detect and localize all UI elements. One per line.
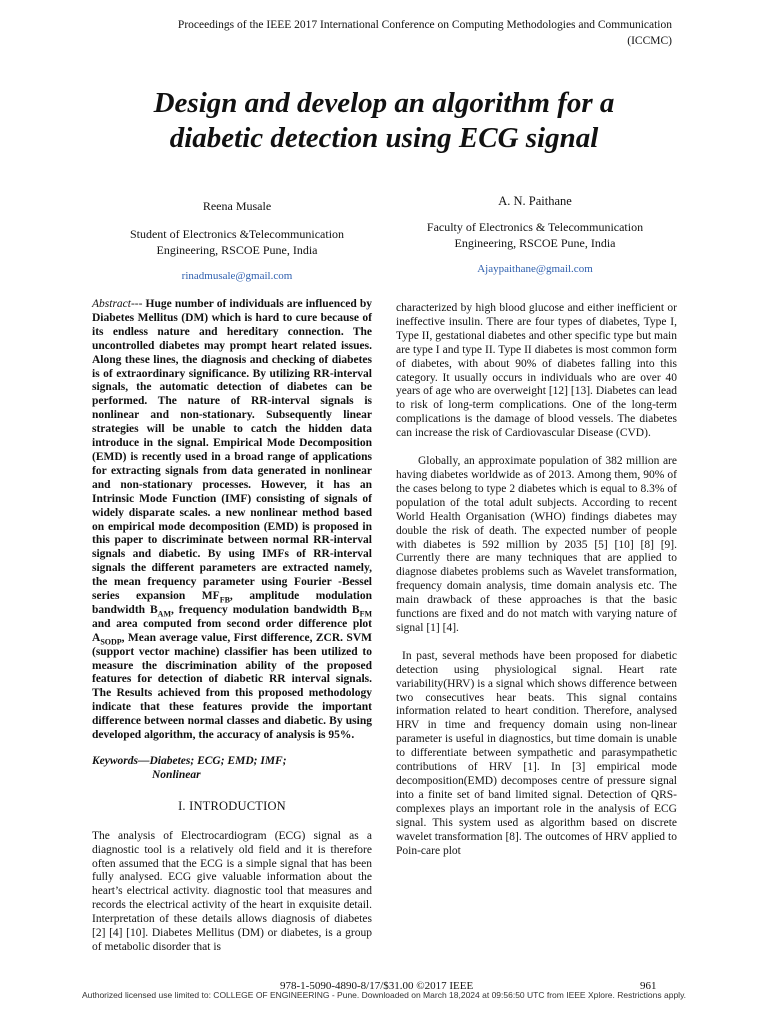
subscript: SODP [100, 637, 122, 647]
abstract-text: Huge number of individuals are influenced by Diabetes Mellitus (DM) which is hard to cure because of its endless nature and hereditary connection. The uncontrolled diabetes may prompt heart related issues. Along these lines, the diagnosis and checking of diabetes is of extraordinary significance. By utilizing RR-interval signals, the automatic detection of diabetes can be performed. The nature of RR-interval signals is nonlinear and non-stationary. Subsequently linear strategies will be unable to catch the hidden data introduce in the signal. Empirical Mode Decomposition (EMD) is recently used in a broad range of applications for extracting signals from data generated in nonlinear and non-stationary processes. However, it has an Intrinsic Mode Function (IMF) consisting of signals of widely disparate scales. a new nonlinear method based on empirical mode decomposition (EMD) is proposed in this paper to discriminate between normal RR-interval signals and diabetic. By using IMFs of RR-interval signals the different parameters are extracted namely, the mean frequency parameter using Fourier -Bessel series expansion MF [92, 298, 372, 603]
section-heading: I. INTRODUCTION [178, 798, 286, 813]
author-affiliation: Engineering, RSCOE Pune, India [454, 236, 616, 250]
conference-line-1: Proceedings of the IEEE 2017 International Conference on Computing Methodologies and Communication [177, 19, 672, 31]
author-email-link[interactable]: Ajaypaithane@gmail.com [477, 263, 593, 275]
body-paragraph: Globally, an approximate population of 382 million are having diabetes worldwide as of 2013. Among them, 90% of the cases belong to type 2 diabetes which is equal to 8.3% of population of the total adult subjects. According to recent World Health Organisation (WHO) findings diabetes may double the risk of death. The expected number of people with diabetes is 592 million by 2035 [5] [10] [8] [9]. Currently there are many techniques that are applied to diagnose diabetes problems such as Wavelet transformation, frequency domain analysis, time domain analysis etc. The main drawback of these approaches is that the basic functions are fixed and do not match with varying nature of signal [1] [4]. [396, 455, 677, 634]
subscript: AM [157, 609, 171, 619]
paper-title [60, 86, 708, 156]
title-line-1: Design and develop an algorithm for a [153, 87, 615, 119]
subscript: FM [359, 609, 372, 619]
author-name: Reena Musale [202, 199, 272, 213]
conference-line-2: (ICCMC) [627, 35, 672, 47]
author-name: A. N. Paithane [498, 194, 572, 208]
author-email-link[interactable]: rinadmusale@gmail.com [181, 270, 293, 282]
abstract-text: , frequency modulation bandwidth B [171, 603, 360, 616]
body-paragraph: characterized by high blood glucose and either inefficient or ineffective insulin. There are four types of diabetes, Type I, Type II, gestational diabetes and other specific type but main are type I and type II. Type II diabetes is most common form of diabetes, with about 90% of diabetes falling into this category. It usually occurs in individuals who are over 40 years of age who are overweight [12] [13]. Diabetes can lead to risk of long-term complications. One of the long-term complications is the damage of blood vessels. The diabetes can increase the risk of Cardiovascular Disease (CVD). [396, 302, 677, 440]
abstract-label: Abstract--- [92, 298, 143, 310]
body-paragraph: In past, several methods have been proposed for diabetic detection using physiological signal. Heart rate variability(HRV) is a signal which shows difference between two consecutives hear beats. This signal contains information related to heart condition. Therefore, analysed HRV in time and frequency domain using non-linear parameter is useful in diagnostics, but time domain is unable to differentiate between sympathetic and parasympathetic contributions of HRV [1]. In [3] empirical mode decomposition(EMD) decomposes centre of pressure signal into a finite set of band limited signal. Detection of QRS-complexes plays an important role in the analysis of ECG signal. This system used as algorithm based on discrete wavelet transformation [8]. The outcomes of HRV applied to Poin-care plot [396, 649, 677, 857]
author-affiliation: Student of Electronics &Telecommunication [129, 227, 345, 241]
keywords-line-1: Keywords—Diabetes; ECG; EMD; IMF; [92, 755, 287, 767]
license-notice: Authorized licensed use limited to: COLLEGE OF ENGINEERING - Pune. Downloaded on March 18,2024 at 09:56:50 UTC from IEEE Xplore. Restrictions apply. [81, 990, 687, 1000]
keywords [92, 755, 372, 783]
conference-header [110, 17, 672, 49]
abstract-text: and area computed from second order difference plot A [92, 617, 372, 644]
page-number: 961 [640, 980, 657, 992]
abstract [92, 298, 372, 743]
isbn-line: 978-1-5090-4890-8/17/$31.00 ©2017 IEEE [280, 980, 474, 992]
title-line-2: diabetic detection using ECG signal [169, 122, 599, 154]
subscript: FB [219, 595, 230, 605]
author-block-1 [92, 198, 382, 284]
keywords-line-2: Nonlinear [152, 768, 201, 781]
abstract-text: , Mean average value, First difference, ZCR. SVM (support vector machine) classifier has been utilized to measure the discrimination ability of the proposed features for detection of diabetic RR interval signals. The Results achieved from this proposed methodology indicate that these features provide the important difference between normal classes and diabetic. By using developed algorithm, the accuracy of analysis is 95%. [92, 631, 372, 742]
author-affiliation: Engineering, RSCOE Pune, India [156, 243, 318, 257]
left-column [92, 298, 372, 955]
abstract-text: , amplitude modulation bandwidth B [92, 590, 372, 616]
author-block-2 [390, 193, 680, 277]
body-paragraph: The analysis of Electrocardiogram (ECG) signal as a diagnostic tool is a relatively old field and it is therefore often assumed that the ECG is a simple signal that has been fully analysed. ECG give valuable information about the heart’s electrical activity. diagnostic tool that measures and records the electrical activity of the heart in exquisite detail. Interpretation of these details allows diagnosis of diabetes [2] [4] [10]. Diabetes Mellitus (DM) or diabetes, is a group of metabolic disorder that is [92, 829, 372, 953]
author-affiliation: Faculty of Electronics & Telecommunication [426, 220, 644, 234]
right-column [396, 302, 677, 858]
